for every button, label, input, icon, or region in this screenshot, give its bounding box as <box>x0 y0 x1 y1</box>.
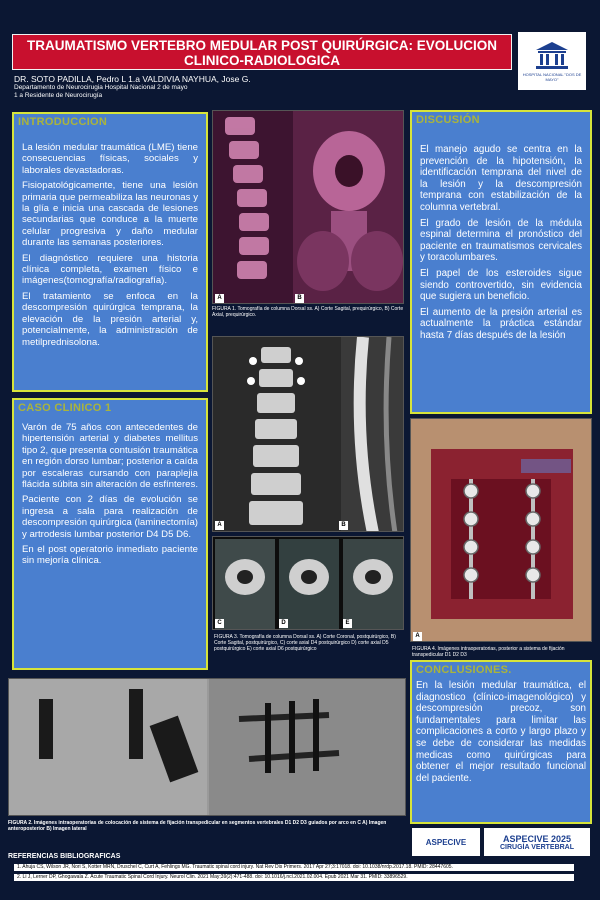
figure-4-caption: FIGURA 4. Imágenes intraoperatorias, posterior a sistema de fijación transpedicular D1 D2 D3 <box>412 646 565 658</box>
discusion-p2: El grado de lesión de la médula espinal determina el pronóstico del paciente en traumatismos cervicales y toracolumbares. <box>420 217 582 264</box>
references-title: REFERENCIAS BIBLIOGRAFICAS <box>8 853 121 860</box>
introduccion-p4: El tratamiento se enfoca en la descompresión quirúrgica temprana, la elevación de la presión arterial y, potencialmente, la administración de metilprednisolona. <box>22 290 198 348</box>
introduccion-p3: El diagnóstico requiere una historia clínica completa, examen físico e imágenes(tomografía/radiografía). <box>22 252 198 287</box>
fig1-label-b: B <box>295 294 304 303</box>
caso-clinico-panel <box>12 398 208 670</box>
figure-1-image <box>212 110 404 304</box>
discusion-p1: El manejo agudo se centra en la prevención de la hipotensión, la identificación temprana del nivel de la lesión y la descompresión temprana con estabilización de la columna vertebral. <box>420 144 582 213</box>
caso-clinico-title: CASO CLINICO 1 <box>18 402 112 414</box>
discusion-p3: El papel de los esteroides sigue siendo controvertido, sin evidencia que sugiera un beneficio. <box>420 267 582 303</box>
caso-p2: Paciente con 2 días de evolución se ingresa a sala para realización de descompresión quirúrgica (laminectomía) y artrodesis lumbar posterior D4 D5 D6. <box>22 494 198 540</box>
caso-p1: Varón de 75 años con antecedentes de hipertensión arterial y diabetes mellitus tipo 2, que presenta contusión traumática en región dorso lumbar; posterior a caída por escaleras cursando con paraplejia flácida súbita sin alteración de esfínteres. <box>22 422 198 491</box>
poster-title <box>12 34 512 70</box>
fig3-label-a: A <box>215 521 224 530</box>
ct-axial-slices-image <box>213 537 404 630</box>
introduccion-panel <box>12 112 208 392</box>
discusion-panel <box>410 110 592 414</box>
reference-1: 1. Ahuja CS, Wilson JR, Nori S, Kotter MRN, Druschel C, Curt A, Fehlings MG. Traumatic spinal cord injury. Nat Rev Dis Primers. 2017 Apr 27;3:17018. doi: 10.1038/nrdp.2017.18. PMID: 28447605. <box>14 864 574 871</box>
fig4-label-a: A <box>413 632 422 641</box>
aspecive-2025-line2: CIRUGÍA VERTEBRAL <box>499 843 575 851</box>
introduccion-title: INTRODUCCION <box>18 116 108 128</box>
top-bar <box>0 0 600 22</box>
discusion-title: DISCUSIÓN <box>416 114 480 126</box>
conclusiones-panel <box>410 660 592 824</box>
caso-p3: En el post operatorio inmediato paciente sin mejoría clínica. <box>22 544 198 567</box>
figure-2-caption: FIGURA 2. Imágenes intraoperatorias de colocación de sistema de fijación transpedicular en segmentos vertebrales D1 D2 D3 guiados por arco en C A) Imagen anteroposterior B) Imagen lateral <box>8 820 387 832</box>
figure-1-caption: FIGURA 1. Tomografía de columna Dorsal ss. A) Corte Sagital, prequirúrgico, B) Corte Axial, prequirúrgico. <box>212 306 404 318</box>
authors: DR. SOTO PADILLA, Pedro L 1.a VALDIVIA NAYHUA, Jose G. <box>14 74 251 84</box>
title-line-1: TRAUMATISMO VERTEBRO MEDULAR POST QUIRÚRGICA: EVOLUCION <box>27 38 497 53</box>
department: Departamento de Neurocirugia Hospital Nacional 2 de mayo <box>14 84 188 91</box>
figure-3-top-image <box>212 336 404 532</box>
figure-3-caption: FIGURA 3. Tomografía de columna Dorsal ss. A) Corte Coronal, postquirúrgico, B) Corte Sagital, postquirúrgico, C) corte axial D4 postquirúrgico D) corte axial D5 postquirúrgico E) corte axial D6 postquirúrgico <box>214 634 396 652</box>
fig3-label-c: C <box>215 619 224 628</box>
building-icon <box>532 40 572 70</box>
fig1-label-a: A <box>215 294 224 303</box>
introduccion-p2: Fisiopatológicamente, tiene una lesión primaria que permeabiliza las neuronas y la glía e inicia una cascada de lesiones secundarias que conduce a la muerte celular progresiva y daño medular durante las semanas posteriores. <box>22 180 198 249</box>
authors-block <box>14 74 394 100</box>
aspecive-logo <box>412 828 480 856</box>
title-line-2: CLINICO-RADIOLOGICA <box>184 53 340 68</box>
introduccion-p1: La lesión medular traumática (LME) tiene consecuencias físicas, sociales y laborales devastadoras. <box>22 142 198 176</box>
intraoperative-photo <box>411 419 592 642</box>
conclusiones-text: En la lesión medular traumática, el diagnostico (clínico-imagenológico) y descompresión precoz, son fundamentales para limitar las complicaciones a corto y largo plazo y se debe de considerar las medidas medicas como quirúrgicas para obtener el mejor resultado funcional del paciente. <box>416 680 586 784</box>
fig3-label-e: E <box>343 619 352 628</box>
figure-4-image <box>410 418 592 642</box>
ct-coronal-sagittal-image <box>213 337 404 532</box>
fig3-label-d: D <box>279 619 288 628</box>
figure-3-bottom-image <box>212 536 404 630</box>
discusion-p4: El aumento de la presión arterial es actualmente la práctica estándar hasta 7 días después de la lesión <box>420 306 582 341</box>
aspecive-2025-line1: ASPECIVE 2025 <box>502 833 572 844</box>
logo-text: HOSPITAL NACIONAL "DOS DE MAYO" <box>522 72 582 82</box>
conclusiones-title: CONCLUSIONES. <box>416 664 512 676</box>
reference-2: 2. Li J, Lerner DP, Ghogawala Z. Acute Traumatic Spinal Cord Injury. Neurol Clin. 2021 May;39(2):471-488. doi: 10.1016/j.ncl.2021.02.004. Epub 2021 Mar 31. PMID: 33896529. <box>14 874 574 881</box>
hospital-logo <box>518 32 586 90</box>
fig3-label-b: B <box>339 521 348 530</box>
aspecive-logo-text: ASPECIVE <box>425 837 467 847</box>
figure-2-image <box>8 678 406 816</box>
fluoroscopy-images <box>9 679 406 816</box>
aspecive-2025-logo <box>484 828 590 856</box>
ct-sagittal-axial-image <box>213 111 404 304</box>
residency: 1 a Residente de Neurocirugía <box>14 92 103 99</box>
